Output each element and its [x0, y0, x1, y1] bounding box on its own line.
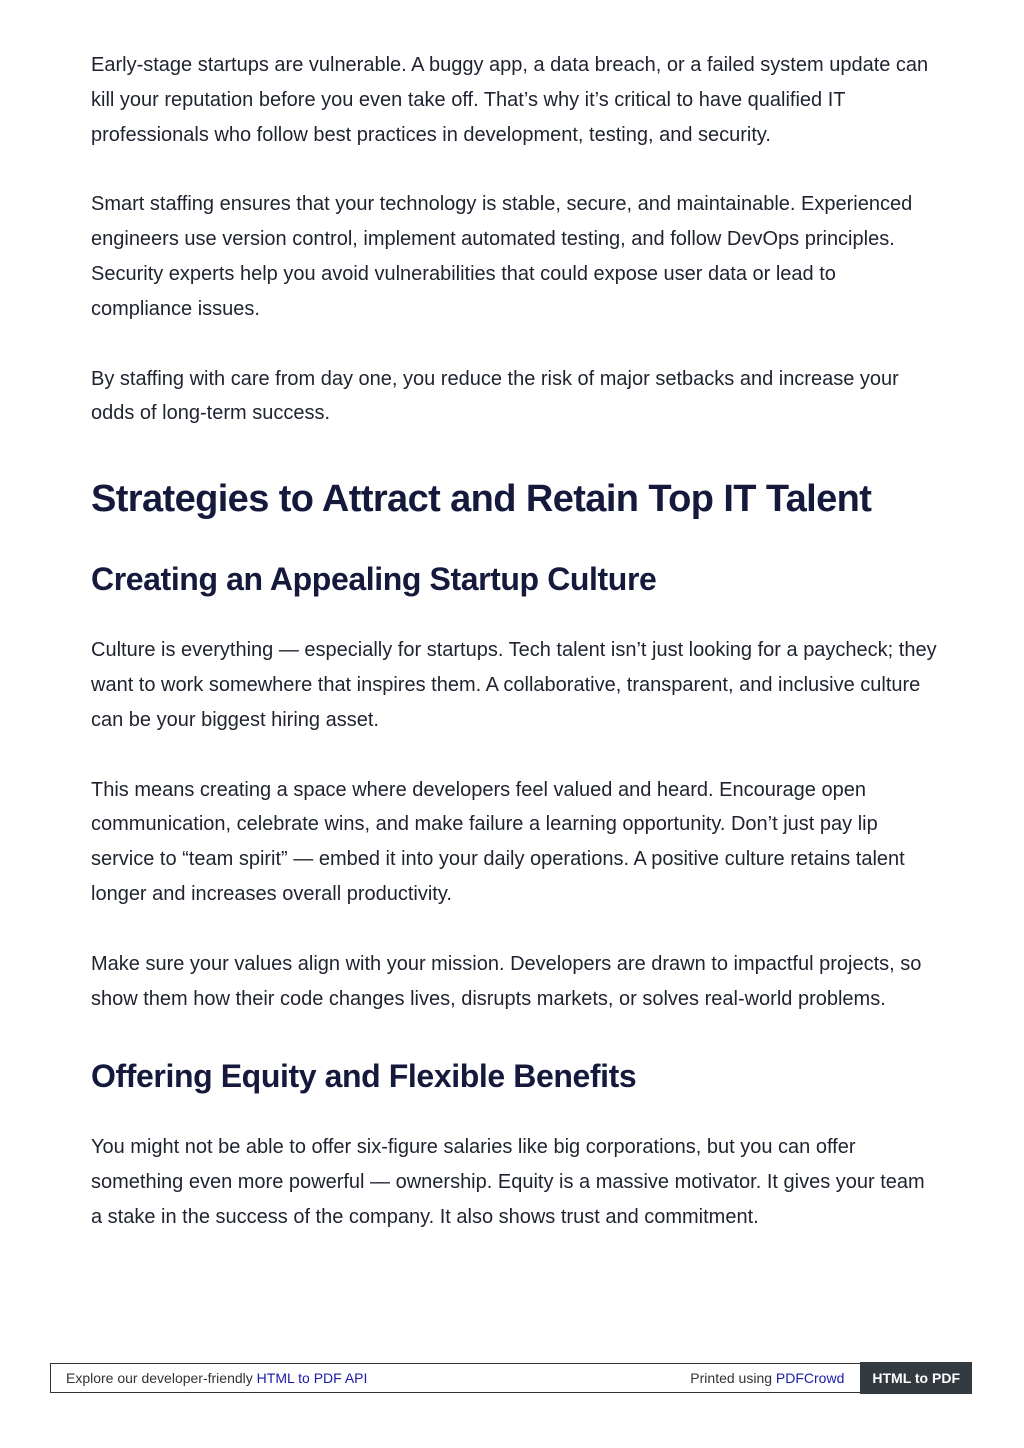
pdfcrowd-footer: [50, 1363, 972, 1393]
paragraph: Smart staffing ensures that your technology is stable, secure, and maintainable. Experienced engineers use version control, implement automated testing, and follow DevOps principles. Security experts help you avoid vulnerabilities that could expose user data or lead to compliance issues.: [91, 193, 913, 320]
section-heading: Strategies to Attract and Retain Top IT Talent: [91, 478, 872, 521]
paragraph: You might not be able to offer six-figure salaries like big corporations, but you can offer something even more powerful — ownership. Equity is a massive motivator. It gives your team a stake in the success of the company. It also shows trust and commitment.: [91, 1136, 925, 1228]
paragraph: Early-stage startups are vulnerable. A buggy app, a data breach, or a failed system update can kill your reputation before you even take off. That’s why it’s critical to have qualified IT professionals who follow best practices in development, testing, and security.: [91, 54, 929, 146]
pdfcrowd-link[interactable]: PDFCrowd: [775, 1370, 845, 1386]
paragraph: By staffing with care from day one, you reduce the risk of major setbacks and increase your odds of long-term success.: [91, 367, 899, 425]
paragraph: This means creating a space where developers feel valued and heard. Encourage open communication, celebrate wins, and make failure a learning opportunity. Don’t just pay lip service to “team spirit” — embed it into your daily operations. A positive culture retains talent longer and increases overall productivity.: [91, 778, 905, 905]
footer-printed: [690, 1370, 860, 1386]
paragraph: Culture is everything — especially for startups. Tech talent isn’t just looking for a paycheck; they want to work somewhere that inspires them. A collaborative, transparent, and inclusive culture can be your biggest hiring asset.: [91, 639, 937, 731]
article-content: [91, 48, 941, 1235]
html-to-pdf-api-link[interactable]: HTML to PDF API: [256, 1370, 368, 1386]
subsection-heading: Offering Equity and Flexible Benefits: [91, 1058, 637, 1095]
html-to-pdf-button[interactable]: HTML to PDF: [860, 1362, 972, 1394]
footer-explore-text: Explore our developer-friendly: [66, 1370, 257, 1386]
subsection-heading: Creating an Appealing Startup Culture: [91, 561, 657, 598]
footer-explore: [51, 1370, 690, 1386]
footer-printed-text: Printed using: [690, 1370, 776, 1386]
paragraph: Make sure your values align with your mission. Developers are drawn to impactful projects, so show them how their code changes lives, disrupts markets, or solves real-world problems.: [91, 952, 922, 1010]
